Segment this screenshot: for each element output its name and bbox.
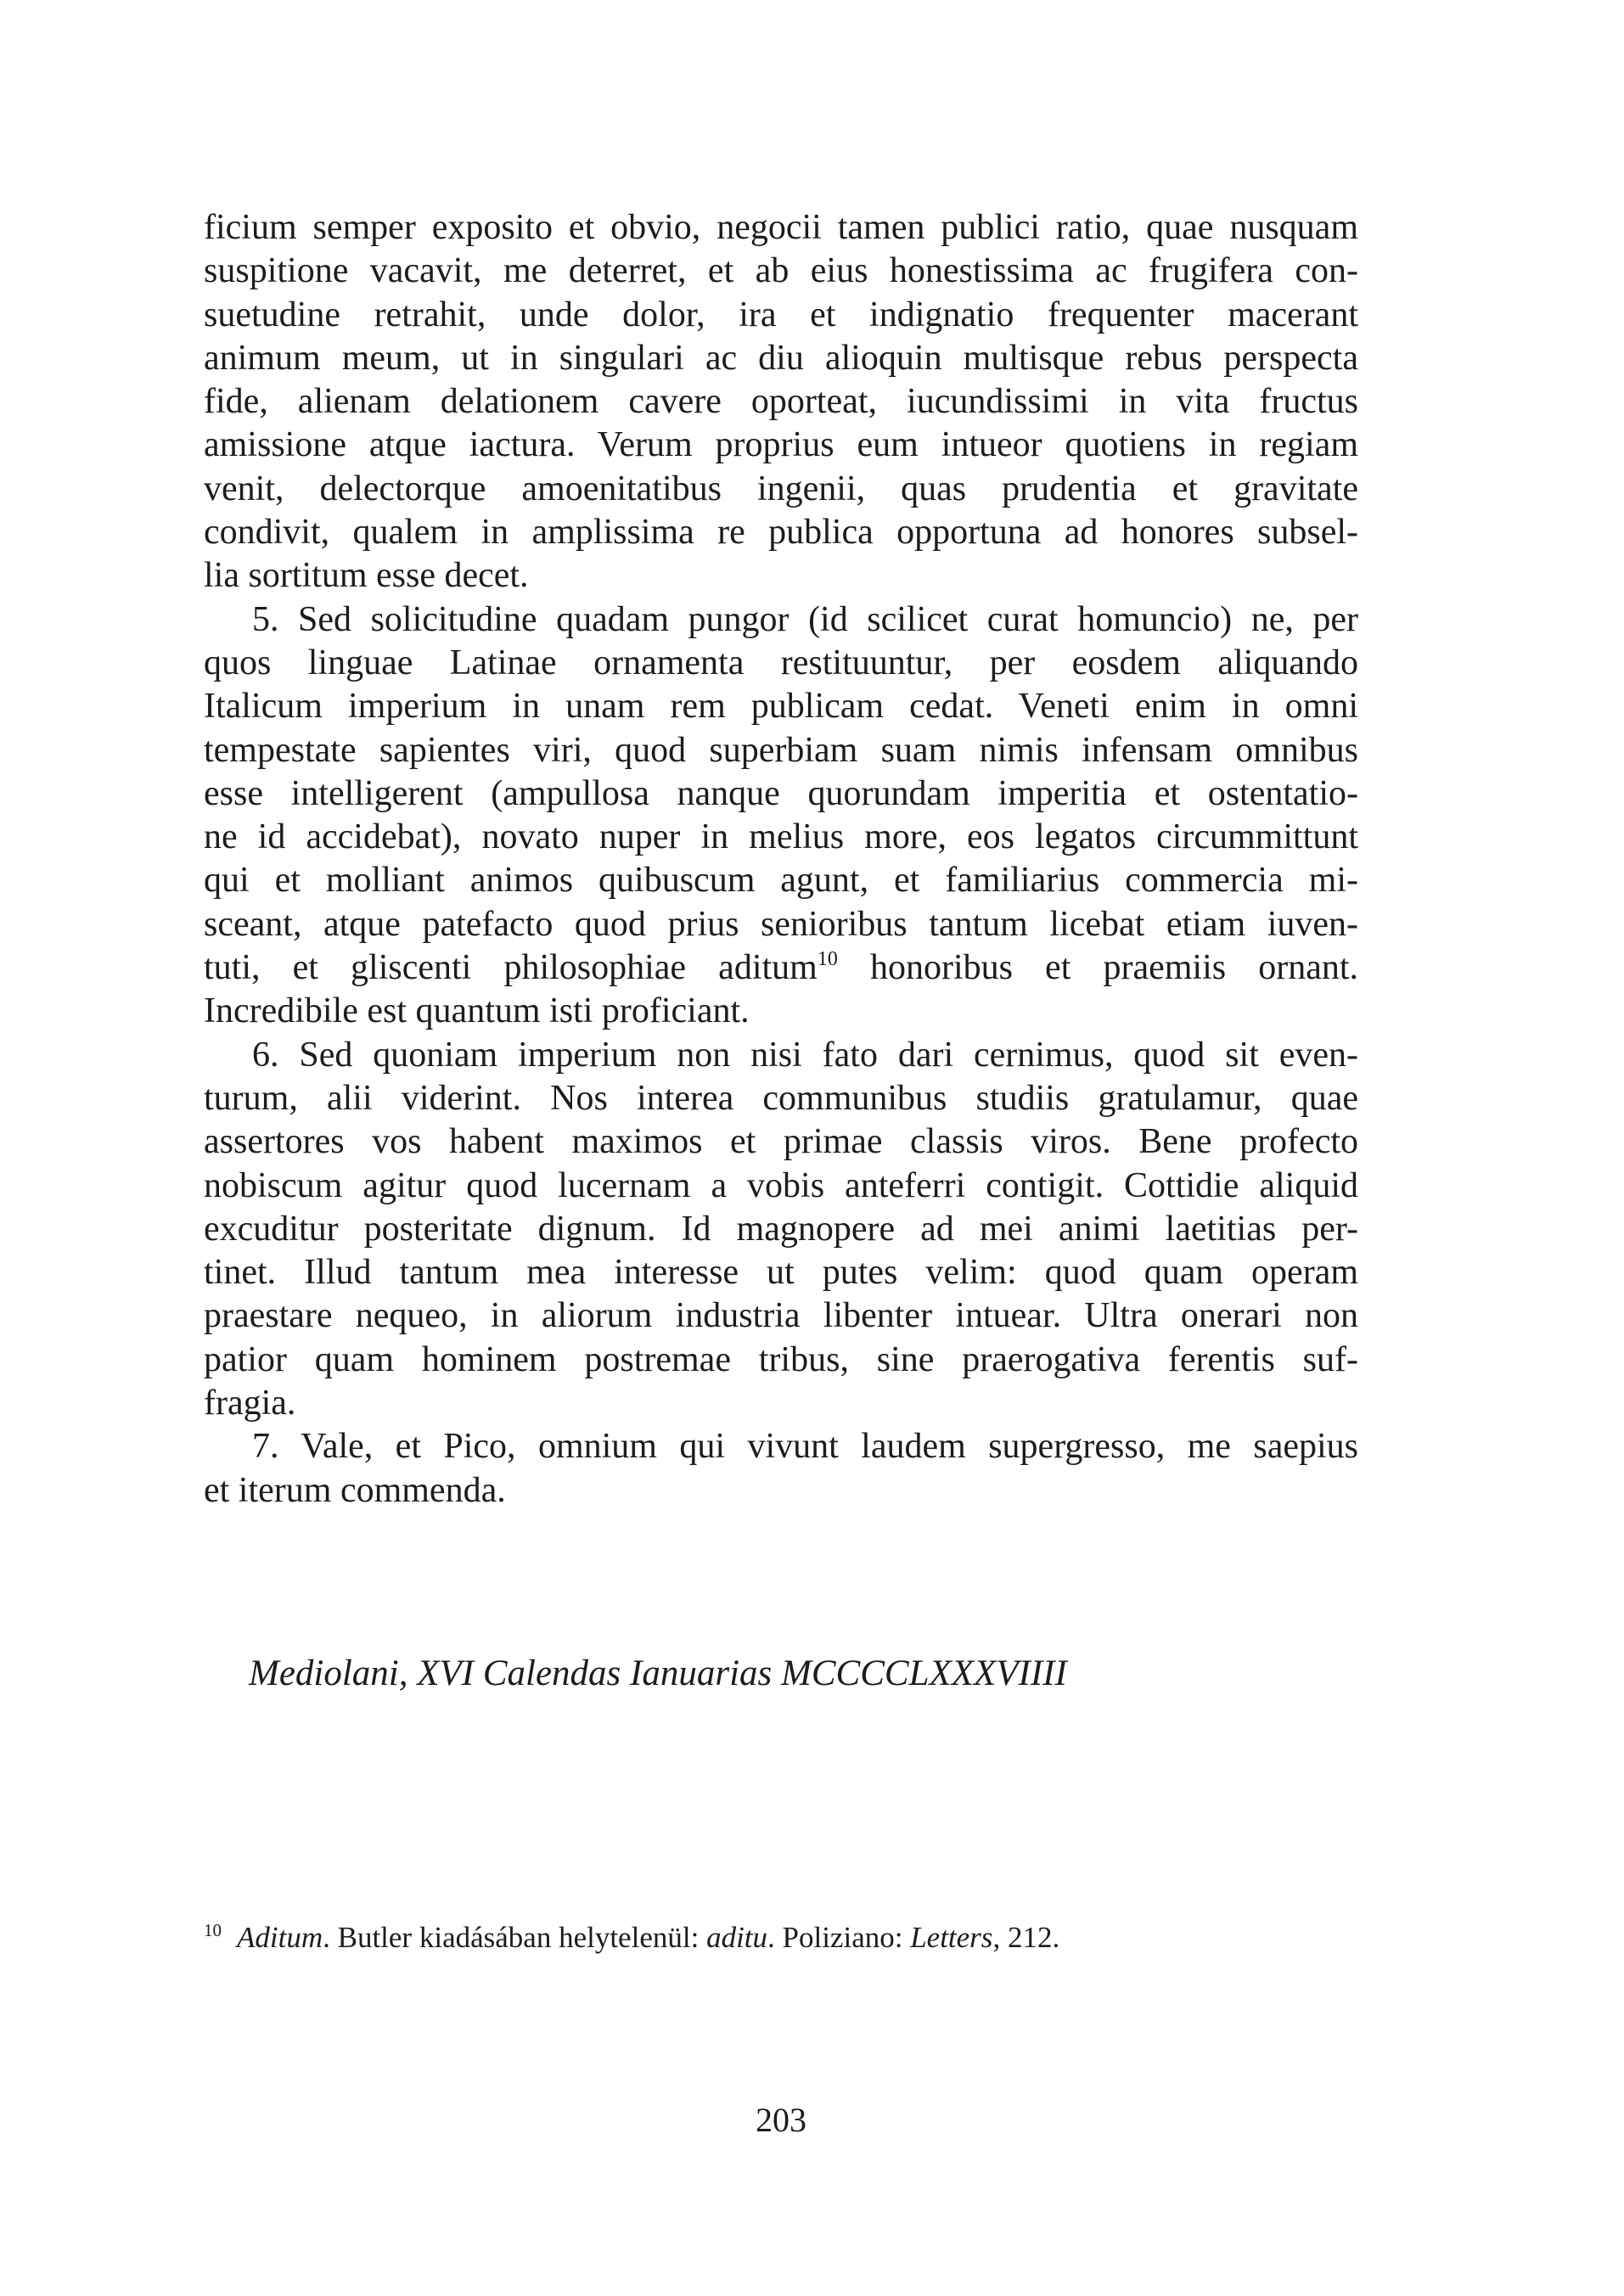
footnote-number: 10 [204,1920,222,1940]
paragraph-6-start: 6. Sed quoniam imperium non nisi fato dari cernimus, quod sit even- [252,1035,1358,1075]
text-line: ficium semper exposito et obvio, negocii tamen publici ratio, quae nusquam [204,208,1358,247]
text-line: patior quam hominem postremae tribus, sine praerogativa ferentis suf- [204,1339,1358,1379]
text-line: fragia. [204,1384,296,1423]
footnote-text: . Butler kiadásában helytelenül: [323,1921,707,1954]
footnote-italic-term: Aditum [237,1921,323,1954]
main-text [204,206,1358,1513]
text-line: nobiscum agitur quod lucernam a vobis anteferri contigit. Cottidie aliquid [204,1165,1358,1205]
footnote-reference[interactable]: 10 [817,948,838,971]
text-line-with-footnote [204,946,1358,990]
dateline: Mediolani, XVI Calendas Ianuarias MCCCCLXXXVIIII [249,1653,1067,1693]
text-line: quos linguae Latinae ornamenta restituuntur, per eosdem aliquando [204,643,1358,682]
text-segment: tuti, et gliscenti philosophiae aditum [204,948,818,988]
text-line: excuditur posteritate dignum. Id magnopere ad mei animi laetitias per- [204,1209,1358,1249]
text-line: suetudine retrahit, unde dolor, ira et indignatio frequenter macerant [204,295,1358,334]
text-line: amissione atque iactura. Verum proprius eum intueor quotiens in regiam [204,425,1358,465]
paragraph-5-start: 5. Sed solicitudine quadam pungor (id scilicet curat homuncio) ne, per [252,599,1358,639]
text-line: animum meum, ut in singulari ac diu alioquin multisque rebus perspecta [204,338,1358,378]
text-line: Incredibile est quantum isti proficiant. [204,991,750,1031]
text-line: assertores vos habent maximos et primae classis viros. Bene profecto [204,1122,1358,1162]
text-line: qui et molliant animos quibuscum agunt, et familiarius commercia mi- [204,861,1358,901]
text-line: esse intelligerent (ampullosa nanque quorundam imperitia et ostentatio- [204,773,1358,813]
text-line: sceant, atque patefacto quod prius senioribus tantum licebat etiam iuven- [204,904,1358,944]
text-line: venit, delectorque amoenitatibus ingenii, quas prudentia et gravitate [204,469,1358,508]
text-line: praestare nequeo, in aliorum industria libenter intuear. Ultra onerari non [204,1296,1358,1336]
text-line: Italicum imperium in unam rem publicam cedat. Veneti enim in omni [204,687,1358,727]
text-line: et iterum commenda. [204,1470,506,1510]
paragraph-7-start: 7. Vale, et Pico, omnium qui vivunt laudem supergresso, me saepius [252,1427,1358,1467]
text-segment: honoribus et praemiis ornant. [837,948,1359,988]
footnote-italic-title: Letters [910,1921,993,1954]
footnote-text: . Poliziano: [767,1921,911,1954]
footnote [204,1920,1358,1956]
text-line: tempestate sapientes viri, quod superbiam suam nimis infensam omnibus [204,730,1358,770]
text-line: fide, alienam delationem cavere oporteat, iucundissimi in vita fructus [204,382,1358,422]
text-line: turum, alii viderint. Nos interea communibus studiis gratulamur, quae [204,1078,1358,1118]
text-line: ne id accidebat), novato nuper in melius more, eos legatos circummittunt [204,817,1358,857]
text-line: lia sortitum esse decet. [204,556,529,596]
text-line: condivit, qualem in amplissima re publica opportuna ad honores subsel- [204,513,1358,553]
text-line: suspitione vacavit, me deterret, et ab eius honestissima ac frugifera con- [204,251,1358,291]
footnote-italic-term: aditu [706,1921,768,1954]
footnote-text: , 212. [992,1921,1060,1954]
text-line: tinet. Illud tantum mea interesse ut putes velim: quod quam operam [204,1253,1358,1293]
page-number: 203 [756,2101,806,2139]
